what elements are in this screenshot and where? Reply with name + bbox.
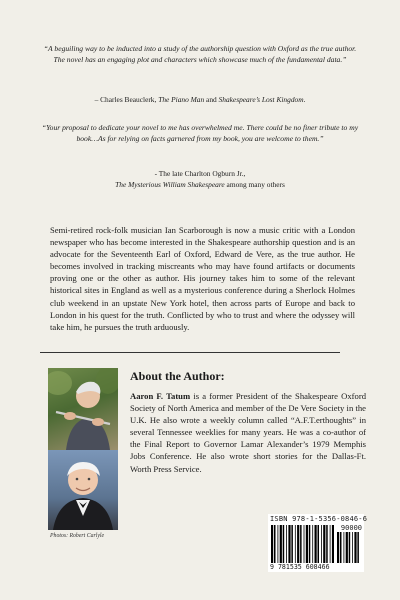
barcode-bar [340,532,342,563]
barcode-bar [332,525,334,563]
barcode-bar [271,525,273,563]
barcode-bar [288,525,290,563]
barcode-bar [304,525,305,563]
barcode-bar [357,532,359,563]
barcode-digits: 9 781535 608466 [270,563,330,571]
isbn-text: ISBN 978-1-5356-0846-6 [270,515,368,523]
about-author-heading: About the Author: [130,369,225,383]
barcode-bar [291,525,293,563]
barcode-bars [270,525,334,563]
barcode-bar [344,532,345,563]
attribution-1-prefix: – Charles Beauclerk, [94,95,159,104]
attribution-2-line-2 [30,179,370,190]
author-flute-illustration [48,368,118,450]
photo-credit: Photos: Robert Carlyle [50,533,105,539]
barcode-bar [278,525,279,563]
author-bio [130,390,366,475]
author-bio-text: is a former President of the Shakespeare Oxford Society of North America and member of the De Vere Society in the U.K. He also wrote a weekly column called “A.F.T.erthoughts” in several Tennessee weeklies for many years. He was a co-author of the Final Report to Governor Lamar Alexander’s 1979 Memphis Jobs Conference. He also wrote short stories for the Dallas-Ft. Worth Press Service. [130,391,366,474]
barcode-bar [309,525,311,563]
attribution-2-work: The Mysterious William Shakespeare [115,180,225,189]
attribution-2-line-1: - The late Charlton Ogburn Jr., [154,169,246,178]
section-divider [40,352,340,353]
attribution-1-work-2: Shakespeare’s Lost Kingdom [218,95,304,104]
barcode-bar [280,525,282,563]
barcode-bar [283,525,285,563]
quote-1-attribution [30,94,370,105]
barcode-bar [306,525,308,563]
attribution-1-and: and [204,95,219,104]
attribution-2-rest: among many others [224,180,285,189]
price-code: 90000 [340,524,362,532]
quote-1: “A beguiling way to be inducted into a study of the authorship question with Oxford as the true author. The novel has an engaging plot and characters which showcase much of the fundamental data.” [43,44,357,64]
barcode-bar [315,525,317,563]
quote-2: “Your proposal to dedicate your novel to me has overwhelmed me. There could be no finer tribute to my book…As for relying on facts garnered from my book, you are welcome to them.” [41,123,359,143]
barcode-bar [326,525,328,563]
barcode-bar [297,525,299,563]
barcode-bar [274,525,276,563]
barcode-bar [346,532,348,563]
isbn-barcode [268,514,368,572]
barcode-bar [321,525,322,563]
barcode-bar [337,532,339,563]
barcode-bar [349,532,351,563]
author-name: Aaron F. Tatum [130,391,191,401]
barcode-bar [318,525,320,563]
attribution-1-end: . [303,95,306,104]
barcode-bar [323,525,325,563]
barcode-bar [300,525,302,563]
barcode-bar [312,525,313,563]
author-photo-flute [48,368,118,450]
barcode-bar [286,525,287,563]
barcode-bar [354,532,356,563]
barcode-bar [295,525,296,563]
book-synopsis: Semi-retired rock-folk musician Ian Scarborough is now a music critic with a London newspaper who has become interested in the Shakespeare authorship question and is an advocate for the Seventeenth Earl of Oxford, Edward de Vere, as the true author. He becomes involved in tracking miscreants who may have found artifacts or documents proving one or the other as author. His journey takes him to some of the relevant historical sites in England as well as a mysterious conference during a Sherlock Holmes club weekend in an upstate New York hotel, then across parts of Europe and back to London in his quest for the truth. Conflicted by who to trust and where the odyssey will take him, he pursues the truth arduously. [50,225,355,332]
attribution-1-work-1: The Piano Man [158,95,205,104]
quote-2-attribution [30,168,370,190]
barcode-addon-bars [336,532,362,563]
author-portrait-illustration [48,450,118,530]
barcode-bar [352,532,353,563]
author-photo-portrait [48,450,118,530]
barcode-bar [330,525,331,563]
